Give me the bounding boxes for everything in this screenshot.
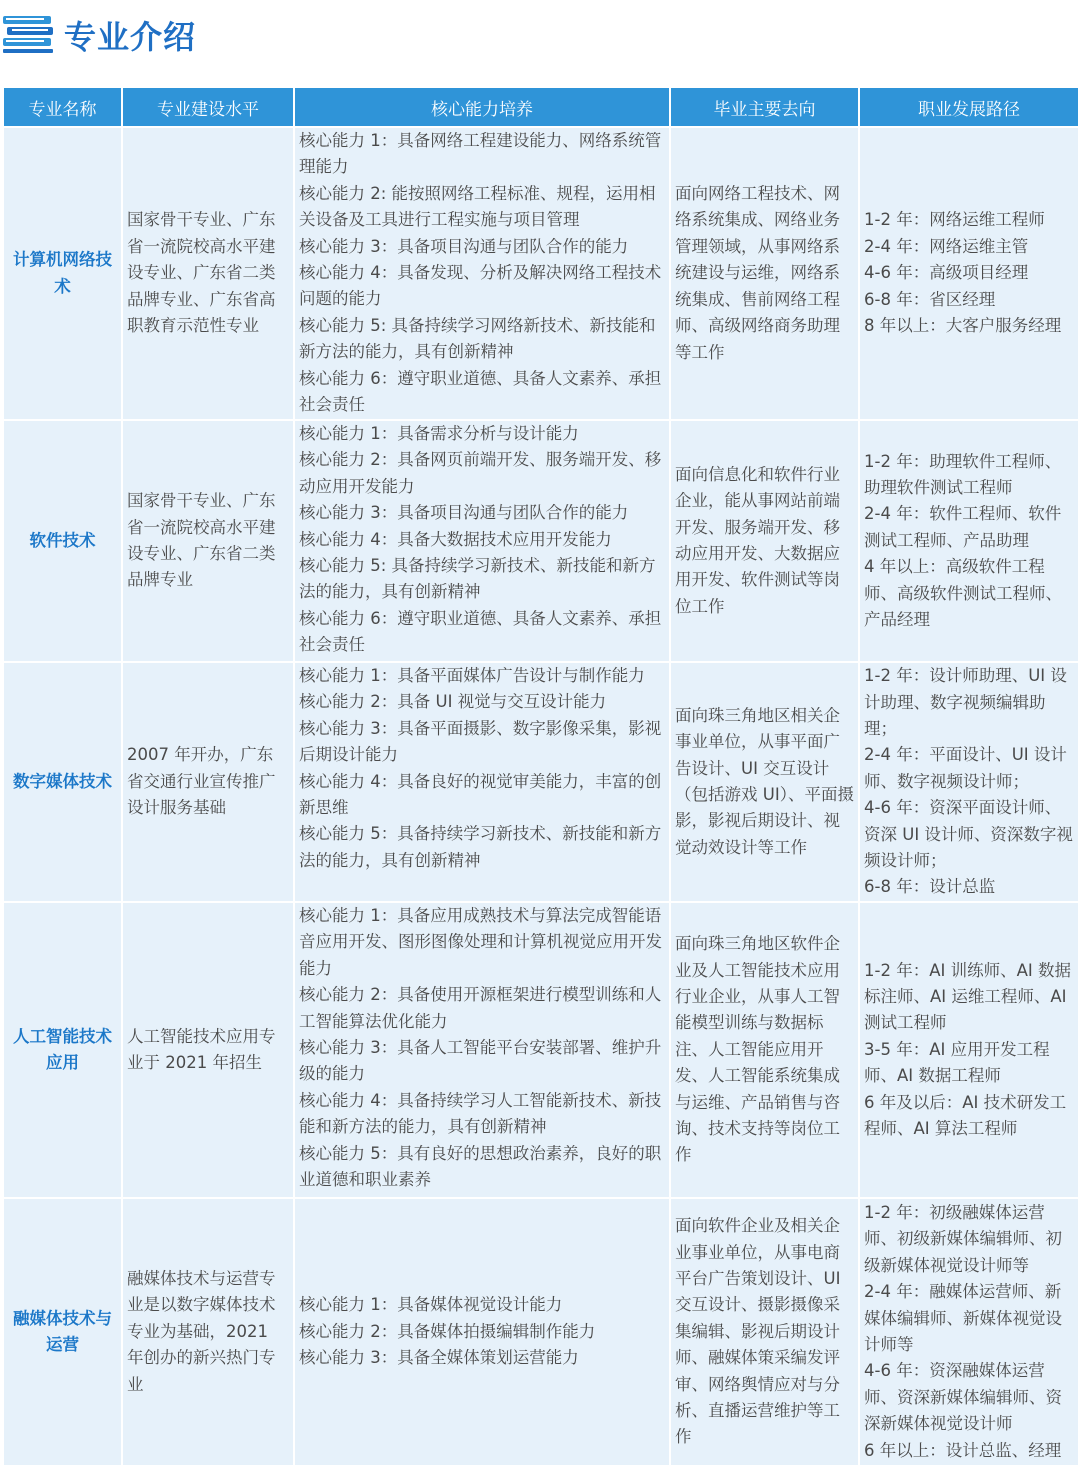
core-ability-item: 核心能力 6：遵守职业道德、具备人文素养、承担社会责任	[299, 608, 662, 655]
core-ability-item: 核心能力 1：具备媒体视觉设计能力	[299, 1295, 563, 1315]
career-step: 1-2 年：AI 训练师、AI 数据标注师、AI 运维工程师、AI 测试工程师	[864, 960, 1071, 1033]
construction-level: 人工智能技术应用专业于 2021 年招生	[123, 903, 293, 1199]
core-ability-item: 核心能力 1：具备网络工程建设能力、网络系统管理能力	[299, 131, 662, 177]
core-abilities	[295, 663, 669, 903]
career-step: 1-2 年：助理软件工程师、助理软件测试工程师	[864, 451, 1062, 497]
core-ability-item: 核心能力 4：具备持续学习人工智能新技术、新技能和新方法的能力，具有创新精神	[299, 1090, 662, 1137]
core-ability-item: 核心能力 1：具备需求分析与设计能力	[299, 424, 579, 443]
core-ability-item: 核心能力 5：具备持续学习新技术、新技能和新方法的能力，具有创新精神	[299, 824, 662, 870]
career-step: 4-6 年：资深平面设计师、资深 UI 设计师、资深数字视频设计师；	[864, 798, 1073, 871]
graduate-destination: 面向软件企业及相关企业事业单位，从事电商平台广告策划设计、UI 交互设计、摄影摄像采集编辑、影视后期设计师、融媒体策采编发评审、网络舆情应对与分析、直播运营维护等工作	[671, 1199, 858, 1467]
core-ability-item: 核心能力 3：具备平面摄影、数字影像采集，影视后期设计能力	[299, 718, 662, 765]
career-path	[860, 128, 1078, 421]
page-title: 专业介绍	[64, 18, 197, 56]
core-ability-item: 核心能力 2：具备使用开源框架进行模型训练和人工智能算法优化能力	[299, 985, 662, 1031]
column-header-major-name: 专业名称	[4, 88, 121, 128]
career-step: 4-6 年：高级项目经理	[864, 263, 1029, 283]
core-ability-item: 核心能力 2: 能按照网络工程标准、规程，运用相关设备及工具进行工程实施与项目管理	[299, 183, 656, 230]
career-path	[860, 903, 1078, 1199]
column-header-career-path: 职业发展路径	[860, 88, 1078, 128]
career-step: 4 年以上：高级软件工程师、高级软件测试工程师、产品经理	[864, 557, 1062, 630]
core-ability-item: 核心能力 2：具备 UI 视觉与交互设计能力	[299, 692, 607, 712]
career-step: 6-8 年：省区经理	[864, 289, 996, 309]
core-abilities	[295, 1199, 669, 1467]
core-ability-item: 核心能力 1：具备平面媒体广告设计与制作能力	[299, 666, 645, 685]
major-name: 软件技术	[4, 421, 121, 663]
section-header	[0, 0, 1080, 88]
career-step: 6-8 年：设计总监	[864, 877, 996, 897]
graduate-destination: 面向信息化和软件行业企业，能从事网站前端开发、服务端开发、移动应用开发、大数据应用开发、软件测试等岗位工作	[671, 421, 858, 663]
graduate-destination: 面向珠三角地区相关企事业单位，从事平面广告设计、UI 交互设计（包括游戏 UI）、平面摄影，影视后期设计、视觉动效设计等工作	[671, 663, 858, 903]
graduate-destination: 面向网络工程技术、网络系统集成、网络业务管理领域，从事网络系统建设与运维，网络系统集成、售前网络工程师、高级网络商务助理等工作	[671, 128, 858, 421]
table-row	[4, 1199, 1078, 1467]
core-ability-item: 核心能力 4：具备大数据技术应用开发能力	[299, 529, 612, 549]
graduate-destination: 面向珠三角地区软件企业及人工智能技术应用行业企业，从事人工智能模型训练与数据标注、人工智能应用开发、人工智能系统集成与运维、产品销售与咨询、技术支持等岗位工作	[671, 903, 858, 1199]
career-step: 2-4 年：网络运维主管	[864, 236, 1029, 256]
major-name: 融媒体技术与运营	[4, 1199, 121, 1467]
career-step: 4-6 年：资深融媒体运营师、资深新媒体编辑师、资深新媒体视觉设计师	[864, 1361, 1062, 1434]
table-row	[4, 663, 1078, 903]
core-ability-item: 核心能力 2：具备网页前端开发、服务端开发、移动应用开发能力	[299, 450, 662, 496]
career-step: 6 年及以后：AI 技术研发工程师、AI 算法工程师	[864, 1092, 1067, 1139]
core-ability-item: 核心能力 4：具备良好的视觉审美能力，丰富的创新思维	[299, 771, 662, 818]
majors-table	[2, 88, 1080, 1467]
career-step: 2-4 年：软件工程师、软件测试工程师、产品助理	[864, 504, 1062, 550]
column-header-construction-level: 专业建设水平	[123, 88, 293, 128]
core-ability-item: 核心能力 5：具有良好的思想政治素养，良好的职业道德和职业素养	[299, 1143, 662, 1190]
column-header-core-abilities: 核心能力培养	[295, 88, 669, 128]
career-step: 3-5 年：AI 应用开发工程师、AI 数据工程师	[864, 1039, 1050, 1086]
core-ability-item: 核心能力 6：遵守职业道德、具备人文素养、承担社会责任	[299, 368, 662, 415]
career-path	[860, 1199, 1078, 1467]
career-step: 1-2 年：网络运维工程师	[864, 210, 1045, 230]
core-ability-item: 核心能力 3：具备人工智能平台安装部署、维护升级的能力	[299, 1038, 662, 1084]
table-header-row	[4, 88, 1078, 128]
table-row	[4, 421, 1078, 663]
major-name: 计算机网络技术	[4, 128, 121, 421]
table-row	[4, 903, 1078, 1199]
career-step: 2-4 年：平面设计、UI 设计师、数字视频设计师；	[864, 745, 1067, 791]
construction-level: 国家骨干专业、广东省一流院校高水平建设专业、广东省二类品牌专业	[123, 421, 293, 663]
core-ability-item: 核心能力 3：具备全媒体策划运营能力	[299, 1348, 579, 1368]
core-ability-item: 核心能力 5: 具备持续学习网络新技术、新技能和新方法的能力，具有创新精神	[299, 315, 656, 362]
core-ability-item: 核心能力 4：具备发现、分析及解决网络工程技术问题的能力	[299, 263, 662, 309]
career-step: 1-2 年：初级融媒体运营师、初级新媒体编辑师、初级新媒体视觉设计师等	[864, 1202, 1062, 1275]
major-name: 人工智能技术应用	[4, 903, 121, 1199]
career-step: 2-4 年：融媒体运营师、新媒体编辑师、新媒体视觉设计师等	[864, 1282, 1062, 1354]
core-ability-item: 核心能力 3：具备项目沟通与团队合作的能力	[299, 503, 629, 523]
construction-level: 2007 年开办，广东省交通行业宣传推广设计服务基础	[123, 663, 293, 903]
table-row	[4, 128, 1078, 421]
career-path	[860, 663, 1078, 903]
major-name: 数字媒体技术	[4, 663, 121, 903]
career-step: 8 年以上：大客户服务经理	[864, 316, 1062, 336]
career-step: 1-2 年：设计师助理、UI 设计助理、数字视频编辑助理；	[864, 666, 1067, 738]
career-step: 6 年以上：设计总监、经理	[864, 1440, 1062, 1460]
core-ability-item: 核心能力 1：具备应用成熟技术与算法完成智能语音应用开发、图形图像处理和计算机视觉应用开发能力	[299, 906, 662, 978]
core-ability-item: 核心能力 5: 具备持续学习新技术、新技能和新方法的能力，具有创新精神	[299, 556, 656, 602]
career-path	[860, 421, 1078, 663]
core-ability-item: 核心能力 2：具备媒体拍摄编辑制作能力	[299, 1321, 596, 1341]
construction-level: 国家骨干专业、广东省一流院校高水平建设专业、广东省二类品牌专业、广东省高职教育示范性专业	[123, 128, 293, 421]
construction-level: 融媒体技术与运营专业是以数字媒体技术专业为基础，2021 年创办的新兴热门专业	[123, 1199, 293, 1467]
core-abilities	[295, 421, 669, 663]
books-icon	[2, 14, 54, 54]
core-ability-item: 核心能力 3：具备项目沟通与团队合作的能力	[299, 236, 629, 256]
core-abilities	[295, 903, 669, 1199]
core-abilities	[295, 128, 669, 421]
column-header-graduate-destination: 毕业主要去向	[671, 88, 858, 128]
